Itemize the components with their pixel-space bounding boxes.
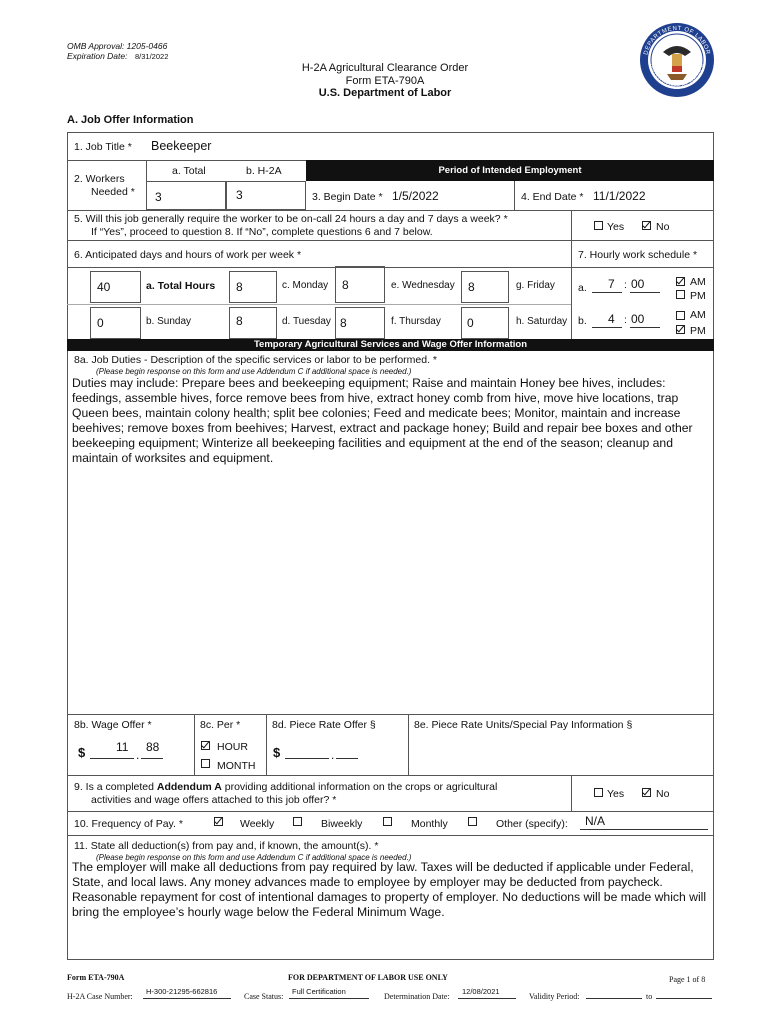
- sched-a-pm-checkbox[interactable]: [676, 290, 685, 299]
- wednesday-value: 8: [342, 278, 349, 292]
- section-a-heading: A. Job Offer Information: [67, 114, 194, 126]
- monthly-label: Monthly: [411, 818, 448, 830]
- sched-a-am: AM: [690, 276, 706, 288]
- q11-label: 11. State all deduction(s) from pay and, if known, the amount(s). *: [74, 840, 379, 852]
- end-date-input[interactable]: 11/1/2022: [593, 189, 646, 203]
- job-title-label: 1. Job Title *: [74, 141, 132, 153]
- footer-form-name: Form ETA-790A: [67, 973, 125, 982]
- form-title-line2: Form ETA-790A: [345, 74, 425, 87]
- q9-yes-checkbox[interactable]: [594, 788, 603, 797]
- other-checkbox[interactable]: [468, 817, 477, 826]
- workers-total-value: 3: [155, 190, 162, 204]
- sched-b-min[interactable]: 00: [631, 312, 645, 326]
- workers-label: [74, 173, 135, 199]
- q6-label: 6. Anticipated days and hours of work per week *: [74, 249, 302, 261]
- tuesday-label: d. Tuesday: [282, 316, 331, 327]
- weekly-label: Weekly: [240, 818, 275, 830]
- q5-yes-checkbox[interactable]: [594, 221, 603, 230]
- dol-seal-icon: [639, 22, 715, 98]
- saturday-label: h. Saturday: [516, 316, 568, 327]
- sched-a-min[interactable]: 00: [631, 277, 645, 291]
- q11-note: (Please begin response on this form and use Addendum C if additional space is needed.): [96, 853, 412, 862]
- friday-label: g. Friday: [516, 280, 555, 291]
- q10-label: 10. Frequency of Pay. *: [74, 818, 183, 830]
- case-status-label: Case Status:: [244, 992, 284, 1001]
- q9-no-label: No: [656, 788, 670, 800]
- sched-b-am: AM: [690, 309, 706, 321]
- q5-no-label: No: [656, 221, 670, 233]
- period-header: Period of Intended Employment: [306, 160, 714, 181]
- piece-dollar-sign: $: [273, 745, 281, 760]
- q5-label: [74, 213, 508, 239]
- biweekly-checkbox[interactable]: [293, 817, 302, 826]
- sched-a-colon: :: [624, 279, 627, 291]
- q9-label: [74, 781, 497, 807]
- form-title-line3: U.S. Department of Labor: [318, 87, 452, 99]
- form-title: [255, 62, 515, 100]
- begin-date-label: 3. Begin Date *: [312, 191, 383, 203]
- case-number-label: H-2A Case Number:: [67, 992, 133, 1001]
- q5-yes-label: Yes: [607, 221, 625, 233]
- per-month-label: MONTH: [217, 760, 256, 772]
- monthly-checkbox[interactable]: [383, 817, 392, 826]
- tuesday-value: 8: [236, 314, 243, 328]
- footer-page: Page 1 of 8: [669, 975, 706, 984]
- weekly-checkbox[interactable]: [214, 817, 223, 826]
- workers-h2a-value: 3: [236, 188, 243, 202]
- q5-line2: If “Yes”, proceed to question 8. If “No”, complete questions 6 and 7 below.: [91, 226, 433, 238]
- sched-a-am-checkbox[interactable]: [676, 277, 685, 286]
- omb-approval: OMB Approval: 1205-0466: [67, 41, 168, 51]
- sched-a-pm: PM: [690, 290, 706, 302]
- sched-b-am-checkbox[interactable]: [676, 311, 685, 320]
- per-hour-label: HOUR: [217, 741, 248, 753]
- case-status-value: Full Certification: [292, 987, 346, 996]
- sunday-value: 0: [97, 316, 104, 330]
- job-title-input[interactable]: Beekeeper: [151, 139, 212, 153]
- footer-dol-use: FOR DEPARTMENT OF LABOR USE ONLY: [288, 973, 448, 982]
- wage-dollars-input[interactable]: 11: [116, 740, 129, 754]
- q8b-label: 8b. Wage Offer *: [74, 719, 152, 731]
- q9-text-c: providing additional information on the crops or agricultural: [221, 781, 498, 793]
- piece-decimal: .: [331, 748, 335, 762]
- monday-value: 8: [236, 280, 243, 294]
- wednesday-label: e. Wednesday: [391, 280, 455, 291]
- wage-cents-input[interactable]: 88: [146, 740, 160, 754]
- wage-decimal: .: [136, 748, 140, 762]
- workers-h2a-label: b. H-2A: [246, 165, 282, 177]
- q5-no-checkbox[interactable]: [642, 221, 651, 230]
- wage-dollar-sign: $: [78, 745, 86, 760]
- end-date-label: 4. End Date *: [521, 191, 584, 203]
- sched-b-pm: PM: [690, 325, 706, 337]
- thursday-value: 0: [467, 316, 474, 330]
- q8e-label: 8e. Piece Rate Units/Special Pay Information §: [414, 719, 633, 731]
- job-duties-text[interactable]: Duties may include: Prepare bees and beekeeping equipment; Raise and maintain Honey bee hives, includes: feedings, assemble hives, force remove bees from hive, extract honey comb from hive, move hive locations, trap Queen bees, maintain colony health; split bee colonies; Feed and medicate bees; Monitor, maintain and increase beehives; remove boxes from beehives; Harvest, extract and package honey; Build and repair bee boxes and other beekeeping equipment; Winterize all beekeeping facilities and equipment at the end of the season; cleanup and maintain of worksites and equipment.: [72, 376, 693, 465]
- deductions-text[interactable]: The employer will make all deductions from pay required by law. Taxes will be deducted if applicable under Federal, State, and local laws. Any money advances made to employee by employer may be deducted from paycheck. Reasonable repayment for cost of intentional damages to property of employer. No deductions will be made which will bring the employee’s hourly wage below the Federal Minimum Wage.: [72, 860, 707, 919]
- determination-label: Determination Date:: [384, 992, 450, 1001]
- q7-label: 7. Hourly work schedule *: [578, 249, 698, 261]
- sched-b-pm-checkbox[interactable]: [676, 325, 685, 334]
- q8a-label: 8a. Job Duties - Description of the specific services or labor to be performed. *: [74, 354, 437, 366]
- determination-value: 12/08/2021: [462, 987, 500, 996]
- sched-a-label: a.: [578, 282, 587, 294]
- sched-b-label: b.: [578, 315, 587, 327]
- thursday-label: f. Thursday: [391, 316, 441, 327]
- workers-total-label: a. Total: [172, 165, 206, 177]
- validity-label: Validity Period:: [529, 992, 580, 1001]
- sched-b-hour[interactable]: 4: [608, 312, 615, 326]
- other-label: Other (specify):: [496, 818, 568, 830]
- expiration-date: 8/31/2022: [135, 52, 169, 61]
- sched-a-hour[interactable]: 7: [608, 277, 615, 291]
- q9-no-checkbox[interactable]: [642, 788, 651, 797]
- q9-text-a: 9. Is a completed: [74, 781, 157, 793]
- temp-services-header: Temporary Agricultural Services and Wage Offer Information: [67, 339, 714, 351]
- biweekly-label: Biweekly: [321, 818, 363, 830]
- validity-to: to: [646, 992, 653, 1001]
- monday-label: c. Monday: [282, 280, 329, 291]
- case-number-value: H-300-21295-662816: [146, 987, 218, 996]
- q9-addendum: Addendum A: [156, 781, 222, 793]
- sched-b-colon: :: [624, 314, 627, 326]
- per-hour-checkbox[interactable]: [201, 741, 210, 750]
- q5-line1: 5. Will this job generally require the worker to be on-call 24 hours a day and 7 days a week? *: [74, 213, 508, 225]
- svg-text:UNITED STATES OF AMERICA: UNITED STATES OF AMERICA: [648, 63, 706, 92]
- q8c-label: 8c. Per *: [200, 719, 241, 731]
- other-specify-input[interactable]: N/A: [585, 814, 606, 828]
- total-hours-value: 40: [97, 280, 111, 294]
- form-title-line1: H-2A Agricultural Clearance Order: [301, 62, 469, 74]
- total-hours-label: a. Total Hours: [146, 280, 216, 292]
- q9-yes-label: Yes: [607, 788, 625, 800]
- q8d-label: 8d. Piece Rate Offer §: [272, 719, 376, 731]
- q9-line2: activities and wage offers attached to this job offer? *: [91, 794, 337, 806]
- friday-value: 8: [468, 280, 475, 294]
- sunday-label: b. Sunday: [146, 316, 192, 327]
- per-month-checkbox[interactable]: [201, 759, 210, 768]
- begin-date-input[interactable]: 1/5/2022: [392, 189, 439, 203]
- thursday-col-value: 8: [340, 316, 347, 330]
- workers-label-line2: Needed *: [91, 186, 135, 198]
- q8a-note: (Please begin response on this form and use Addendum C if additional space is needed.): [96, 367, 412, 376]
- expiration-label: Expiration Date:: [67, 51, 128, 61]
- svg-text:DEPARTMENT OF LABOR: DEPARTMENT OF LABOR: [643, 25, 711, 56]
- workers-label-line1: 2. Workers: [74, 173, 125, 185]
